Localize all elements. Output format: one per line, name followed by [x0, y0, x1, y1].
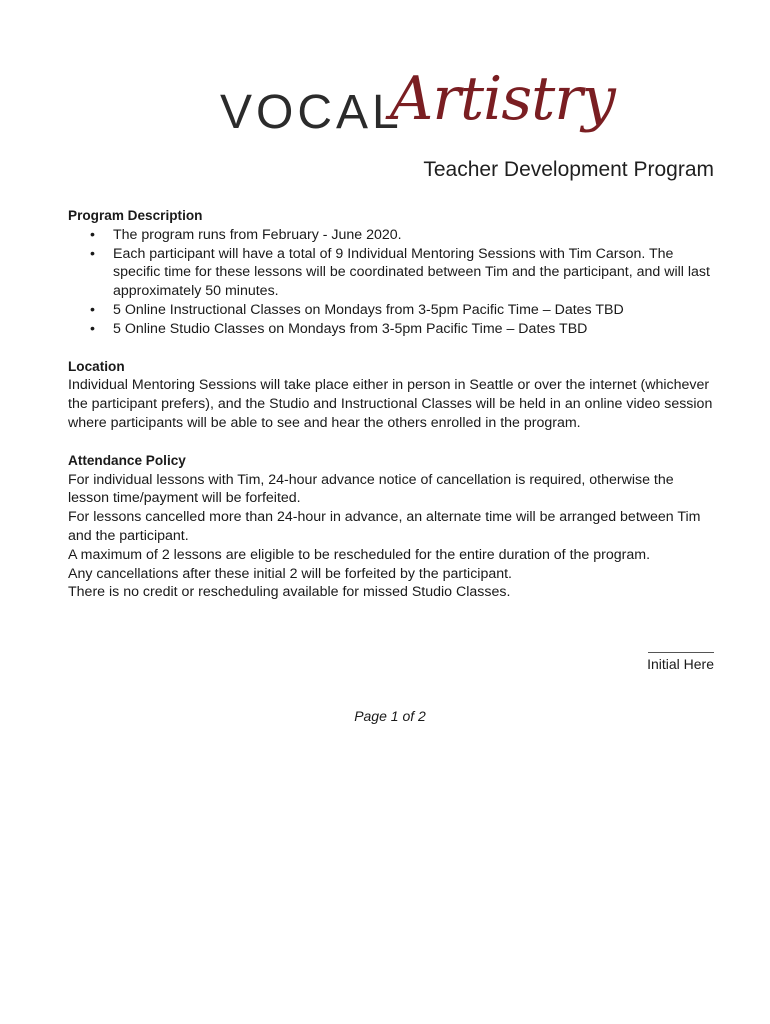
initial-label: Initial Here [647, 656, 714, 672]
program-description-section [68, 207, 718, 339]
attendance-heading: Attendance Policy [68, 452, 186, 468]
initial-signature-line[interactable] [648, 643, 714, 653]
section-spacer [68, 339, 718, 358]
list-item [90, 245, 718, 301]
list-item [90, 320, 718, 339]
location-text: Individual Mentoring Sessions will take place either in person in Seattle or over the internet (whichever the participant prefers), and the Studio and Instructional Classes will be held in an online video session where participants will be able to see and hear the others enrolled in the program. [68, 377, 713, 431]
logo-word-artistry: Artistry [390, 64, 615, 134]
list-item-text: Each participant will have a total of 9 Individual Mentoring Sessions with Tim Carson. The specific time for these lessons will be coordinated between Tim and the participant, and will last approximately 50 minutes. [113, 245, 710, 300]
attendance-line: Any cancellations after these initial 2 will be forfeited by the participant. [68, 565, 512, 582]
bullet-icon: • [90, 226, 95, 243]
list-item-text: The program runs from February - June 2020. [113, 226, 402, 243]
list-item [90, 226, 718, 245]
location-section [68, 358, 718, 433]
section-spacer [68, 433, 718, 452]
list-item-text: 5 Online Studio Classes on Mondays from 3-5pm Pacific Time – Dates TBD [113, 320, 588, 337]
bullet-icon: • [90, 320, 95, 337]
bullet-icon: • [90, 245, 95, 262]
page-number: Page 1 of 2 [354, 708, 426, 724]
attendance-line: For lessons cancelled more than 24-hour in advance, an alternate time will be arranged between Tim and the participant. [68, 509, 701, 544]
program-description-list [68, 226, 718, 339]
location-heading: Location [68, 358, 125, 374]
list-item [90, 301, 718, 320]
list-item-text: 5 Online Instructional Classes on Mondays from 3-5pm Pacific Time – Dates TBD [113, 301, 624, 318]
vocal-artistry-logo [220, 64, 615, 160]
page-title: Teacher Development Program [423, 158, 714, 181]
attendance-section [68, 452, 718, 602]
document-body [68, 207, 718, 602]
attendance-line: A maximum of 2 lessons are eligible to be rescheduled for the entire duration of the program. [68, 546, 651, 563]
bullet-icon: • [90, 301, 95, 318]
attendance-line: There is no credit or rescheduling available for missed Studio Classes. [68, 584, 511, 601]
logo-word-vocal: VOCAL [220, 86, 403, 139]
attendance-line: For individual lessons with Tim, 24-hour advance notice of cancellation is required, otherwise the lesson time/payment will be forfeited. [68, 471, 674, 507]
program-description-heading: Program Description [68, 208, 203, 223]
